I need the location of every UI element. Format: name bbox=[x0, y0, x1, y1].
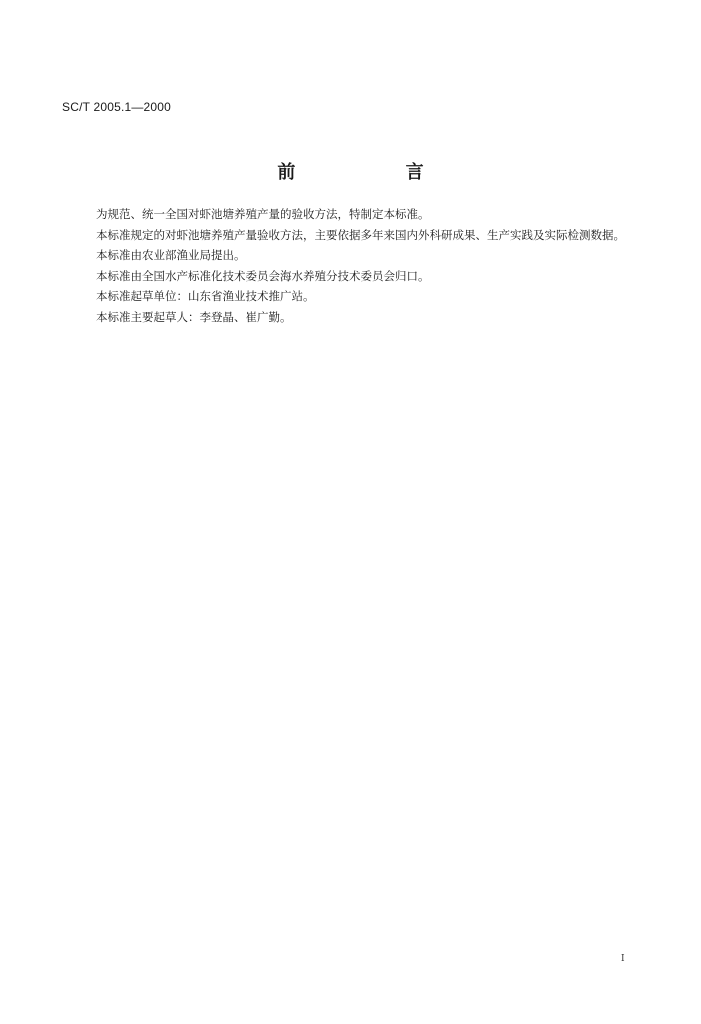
paragraph-proposer: 本标准由农业部渔业局提出。 bbox=[96, 248, 246, 262]
paragraph-drafting-unit: 本标准起草单位：山东省渔业技术推广站。 bbox=[96, 289, 315, 303]
page-title: 前 言 bbox=[277, 162, 476, 183]
page-number: I bbox=[621, 954, 625, 964]
paragraph-centralized-by: 本标准由全国水产标准化技术委员会海水养殖分技术委员会归口。 bbox=[96, 268, 430, 283]
paragraph-basis: 本标准规定的对虾池塘养殖产量验收方法，主要依据多年来国内外科研成果、生产实践及实际检测数据。 bbox=[96, 227, 625, 242]
foreword-body bbox=[62, 204, 662, 327]
standard-code: SC/T 2005.1—2000 bbox=[62, 100, 172, 114]
paragraph-purpose: 为规范、统一全国对虾池塘养殖产量的验收方法，特制定本标准。 bbox=[96, 207, 430, 221]
paragraph-drafters: 本标准主要起草人：李登晶、崔广勤。 bbox=[96, 309, 292, 324]
